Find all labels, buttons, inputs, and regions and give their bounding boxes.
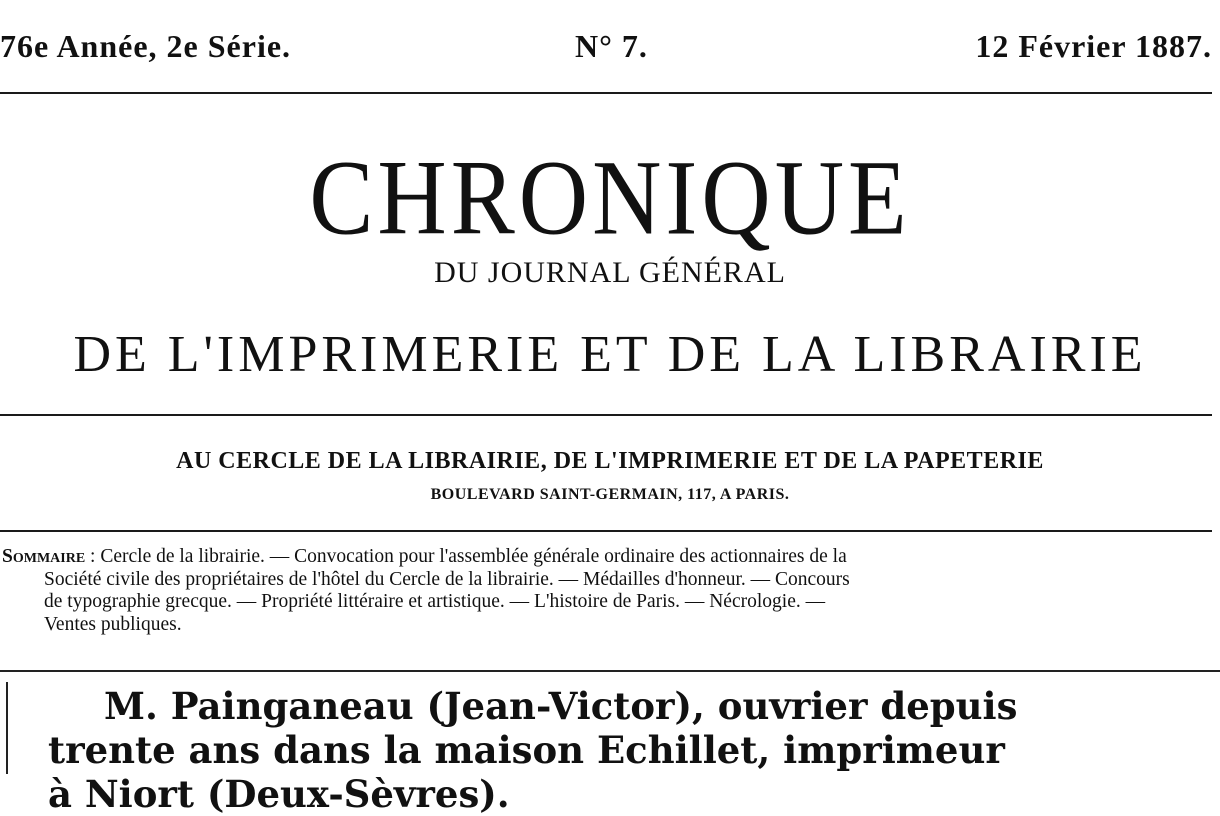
publisher-line: AU CERCLE DE LA LIBRAIRIE, DE L'IMPRIMERIE ET DE LA PAPETERIE	[176, 448, 1044, 474]
sommaire-label: Sommaire	[2, 546, 86, 567]
issue-date: 12 Février 1887.	[975, 28, 1212, 64]
sommaire-line-4: Ventes publiques.	[44, 613, 182, 635]
clipping-line-2: trente ans dans la maison Echillet, imprimeur	[48, 728, 1005, 772]
publisher-address: BOULEVARD SAINT-GERMAIN, 117, A PARIS.	[430, 486, 790, 503]
journal-subtitle-2: DE L'IMPRIMERIE ET DE LA LIBRAIRIE	[73, 326, 1147, 383]
sommaire	[2, 546, 1212, 636]
sommaire-line-1: Sommaire : Cercle de la librairie. — Convocation pour l'assemblée générale ordinaire des actionnaires de la	[2, 546, 847, 567]
sommaire-rule	[0, 530, 1212, 532]
journal-subtitle-1: DU JOURNAL GÉNÉRAL	[434, 256, 786, 289]
clipping-line-1: M. Painganeau (Jean-Victor), ouvrier depuis	[104, 684, 1018, 728]
clipping-text	[48, 684, 1017, 816]
sommaire-line-2: Société civile des propriétaires de l'hôtel du Cercle de la librairie. — Médailles d'honneur. — Concours	[44, 568, 850, 590]
sommaire-line-3: de typographie grecque. — Propriété littéraire et artistique. — L'histoire de Paris. — Nécrologie. —	[44, 591, 826, 612]
year-series: 76e Année, 2e Série.	[0, 28, 292, 64]
clipping-margin-bar	[6, 682, 8, 774]
obituary-clipping	[0, 670, 1220, 816]
title-rule	[0, 414, 1212, 416]
clipping-line-3: à Niort (Deux-Sèvres).	[48, 772, 510, 816]
masthead-rule	[0, 92, 1212, 94]
issue-number: N° 7.	[575, 28, 648, 64]
journal-title: CHRONIQUE	[309, 137, 911, 258]
